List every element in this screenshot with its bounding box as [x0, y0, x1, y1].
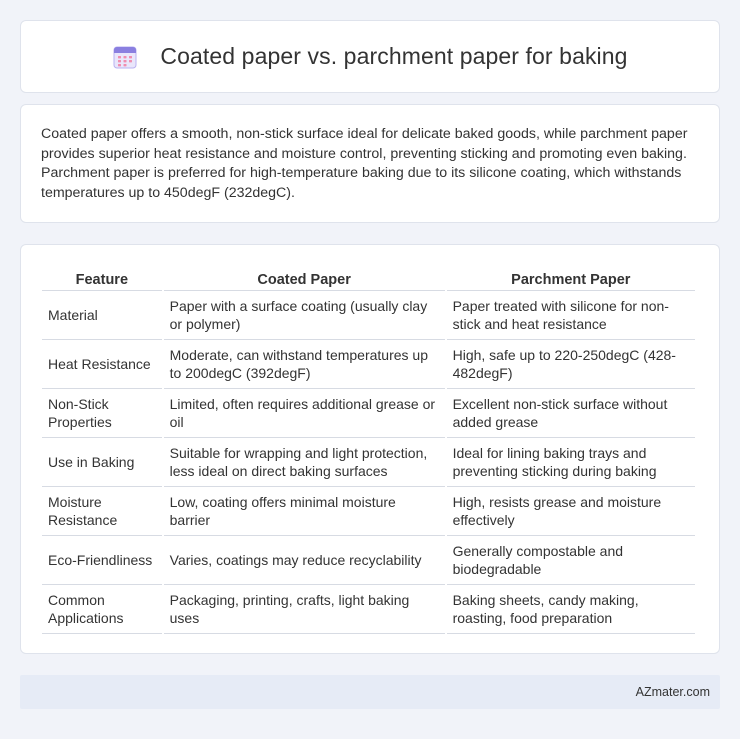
feature-cell: Eco-Friendliness — [42, 536, 162, 585]
column-header-coated-paper: Coated Paper — [164, 265, 445, 291]
parchment-paper-cell: Baking sheets, candy making, roasting, food preparation — [447, 585, 695, 634]
parchment-paper-cell: Paper treated with silicone for non-stick and heat resistance — [447, 291, 695, 340]
coated-paper-cell: Paper with a surface coating (usually clay or polymer) — [164, 291, 445, 340]
table-row — [42, 340, 695, 389]
page-title: Coated paper vs. parchment paper for baking — [160, 43, 628, 69]
table-row — [42, 389, 695, 438]
coated-paper-cell: Suitable for wrapping and light protection, less ideal on direct baking surfaces — [164, 438, 445, 487]
intro-text: Coated paper offers a smooth, non-stick surface ideal for delicate baked goods, while parchment paper provides superior heat resistance and moisture control, preventing sticking and promoting even baking. Parchment paper is preferred for high-temperature baking due to its silicone coating, which withstands temperatures up to 450degF (232degC). — [41, 126, 688, 201]
column-header-feature: Feature — [42, 265, 162, 291]
coated-paper-cell: Low, coating offers minimal moisture barrier — [164, 487, 445, 536]
table-header-row — [42, 265, 695, 291]
column-header-parchment-paper: Parchment Paper — [447, 265, 695, 291]
feature-cell: Heat Resistance — [42, 340, 162, 389]
footer-brand: AZmater.com — [635, 685, 710, 699]
coated-paper-cell: Varies, coatings may reduce recyclability — [164, 536, 445, 585]
footer-bar — [20, 675, 720, 709]
feature-cell: Moisture Resistance — [42, 487, 162, 536]
title-card — [20, 20, 720, 93]
feature-cell: Use in Baking — [42, 438, 162, 487]
coated-paper-cell: Limited, often requires additional grease or oil — [164, 389, 445, 438]
parchment-paper-cell: High, safe up to 220-250degC (428-482degF) — [447, 340, 695, 389]
table-row — [42, 536, 695, 585]
feature-cell: Non-Stick Properties — [42, 389, 162, 438]
table-row — [42, 438, 695, 487]
intro-card — [20, 104, 720, 223]
table-row — [42, 291, 695, 340]
feature-cell: Common Applications — [42, 585, 162, 634]
comparison-table-card — [20, 244, 720, 654]
parchment-paper-cell: High, resists grease and moisture effectively — [447, 487, 695, 536]
table-row — [42, 585, 695, 634]
coated-paper-cell: Moderate, can withstand temperatures up to 200degC (392degF) — [164, 340, 445, 389]
comparison-table — [40, 265, 697, 634]
parchment-paper-cell: Excellent non-stick surface without added grease — [447, 389, 695, 438]
parchment-paper-cell: Ideal for lining baking trays and preventing sticking during baking — [447, 438, 695, 487]
feature-cell: Material — [42, 291, 162, 340]
calendar-icon — [112, 44, 138, 70]
coated-paper-cell: Packaging, printing, crafts, light baking uses — [164, 585, 445, 634]
table-row — [42, 487, 695, 536]
parchment-paper-cell: Generally compostable and biodegradable — [447, 536, 695, 585]
